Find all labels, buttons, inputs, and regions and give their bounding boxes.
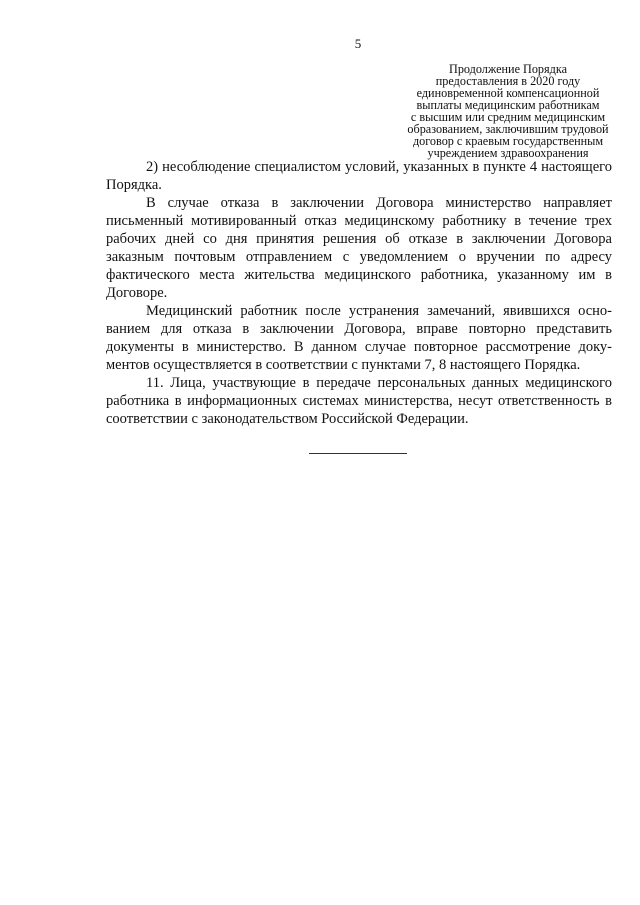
- header-line: единовременной компенсационной: [416, 86, 600, 100]
- header-line: с высшим или средним медицинским: [410, 110, 606, 124]
- paragraph: 2) несоблюдение специалистом условий, указанных в пункте 4 настоящего Порядка.: [106, 159, 612, 193]
- paragraph: Медицинский работник после устранения замечаний, явившихся основанием для отказа в заключении Договора, вправе повторно представить документы в министерство. В данном случае повторное рассмотрение документов осуществляется в соответствии с пунктами 7, 8 настоящего Порядка.: [106, 303, 612, 373]
- header-line: учреждением здравоохранения: [427, 146, 589, 160]
- header-line: Продолжение Порядка: [449, 62, 567, 76]
- paragraph: 11. Лица, участвующие в передаче персональных данных медицинского работника в информационных системах министерства, несут ответственность в соответствии с законодательством Российской Федерации.: [106, 375, 612, 427]
- header-line: выплаты медицинским работникам: [416, 98, 600, 112]
- header-line: предоставления в 2020 году: [435, 74, 581, 88]
- page-number: 5: [354, 36, 362, 51]
- document-body: [106, 158, 612, 428]
- document-header: [388, 63, 628, 159]
- header-line: образованием, заключившим трудовой: [407, 122, 609, 136]
- header-line: договор с краевым государственным: [412, 134, 604, 148]
- end-separator-line: [309, 453, 407, 454]
- paragraph: В случае отказа в заключении Договора министерство направляет письменный мотивированный отказ медицинскому работнику в течение трех рабочих дней со дня принятия решения об отказе в заключении Договора заказным почтовым отправлением с уведомлением о вручении по адресу фактического места жительства медицинского работника, указанному им в Договоре.: [106, 195, 612, 301]
